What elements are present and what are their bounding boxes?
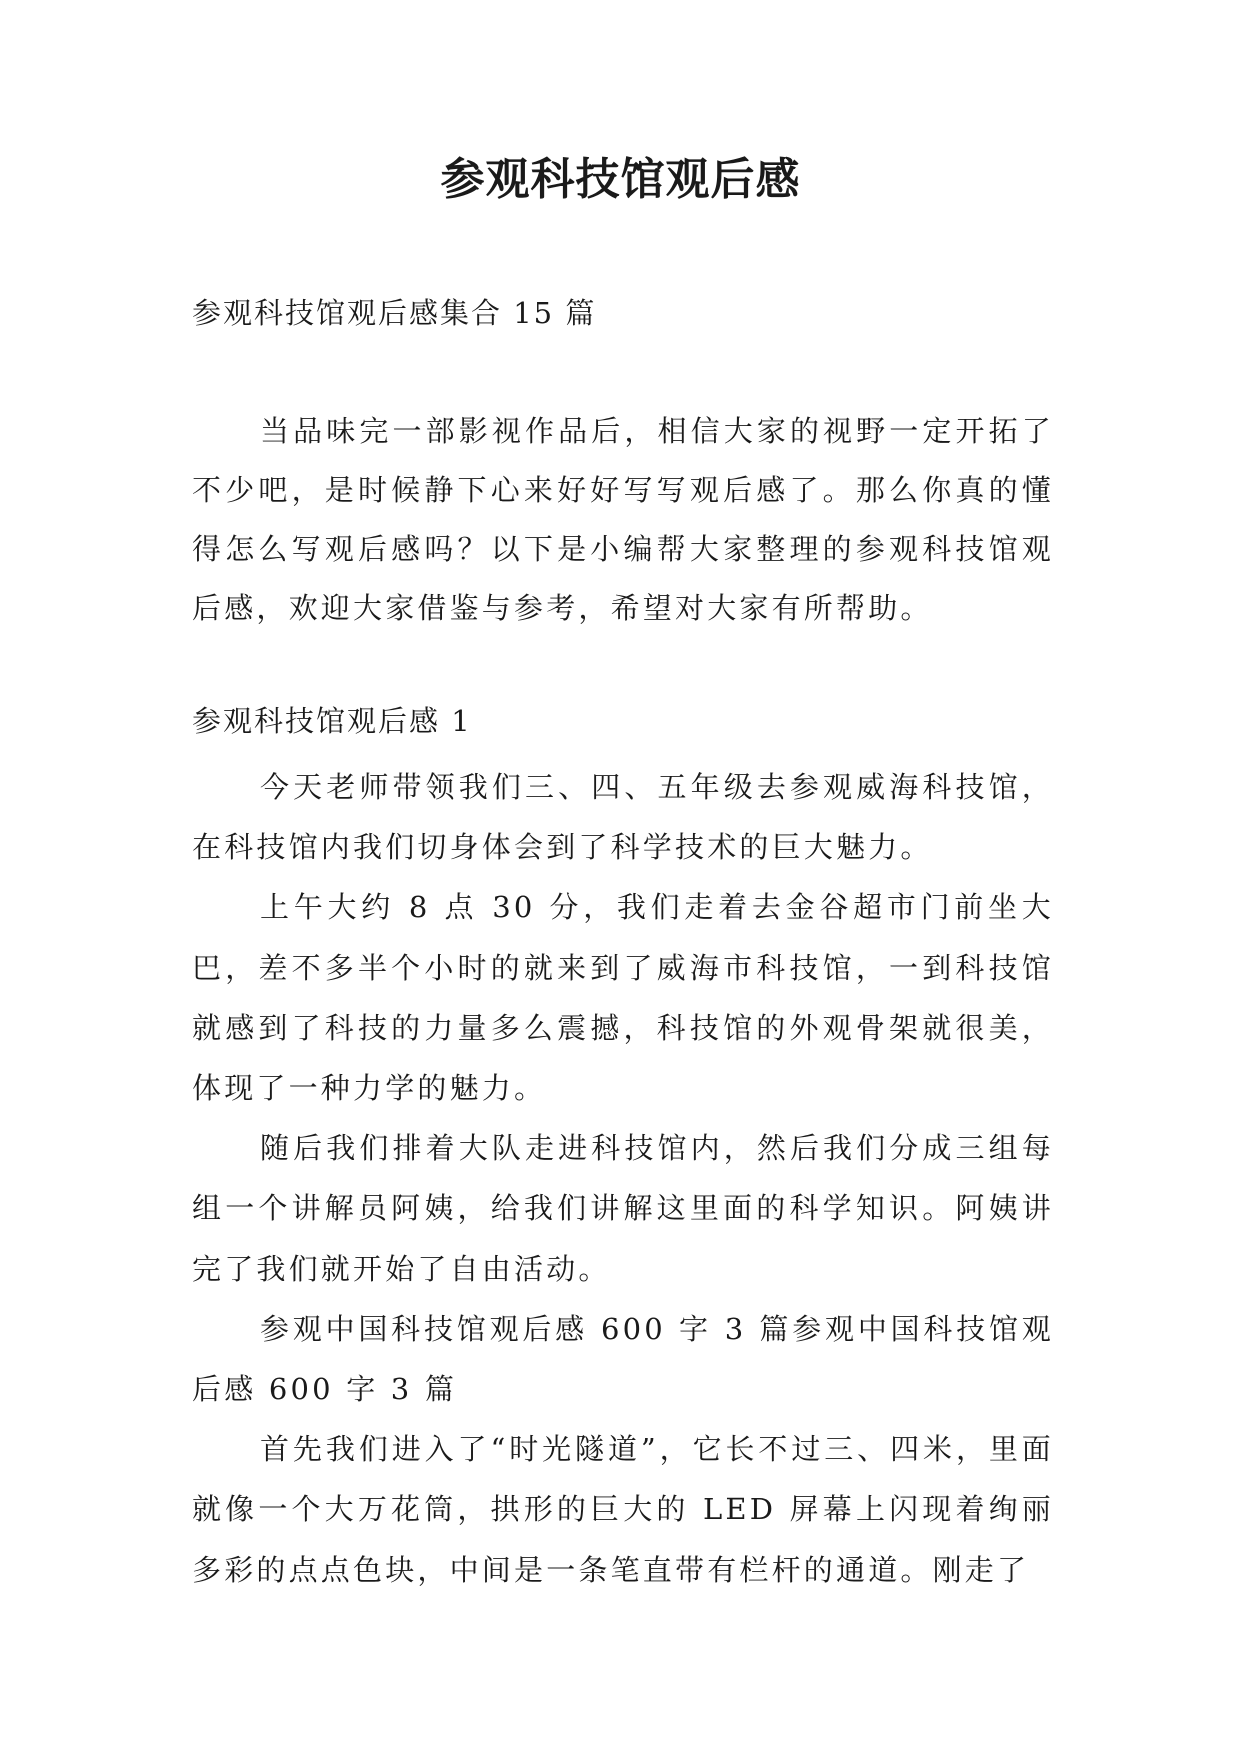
body-paragraph: 上午大约 8 点 30 分，我们走着去金谷超市门前坐大巴，差不多半个小时的就来到了威海市科技馆，一到科技馆就感到了科技的力量多么震撼，科技馆的外观骨架就很美，体现了一种力学的魅力。 bbox=[192, 890, 1054, 1106]
section-heading: 参观科技馆观后感 1 bbox=[192, 704, 472, 738]
section-body bbox=[192, 757, 1054, 1600]
body-paragraph: 参观中国科技馆观后感 600 字 3 篇参观中国科技馆观后感 600 字 3 篇 bbox=[192, 1311, 1054, 1407]
body-paragraph: 随后我们排着大队走进科技馆内，然后我们分成三组每组一个讲解员阿姨，给我们讲解这里面的科学知识。阿姨讲完了我们就开始了自由活动。 bbox=[192, 1131, 1054, 1286]
document-title: 参观科技馆观后感 bbox=[440, 154, 801, 205]
body-paragraph: 今天老师带领我们三、四、五年级去参观威海科技馆，在科技馆内我们切身体会到了科学技术的巨大魅力。 bbox=[192, 770, 1054, 865]
document-subtitle: 参观科技馆观后感集合 15 篇 bbox=[192, 296, 597, 330]
intro-paragraph: 当品味完一部影视作品后，相信大家的视野一定开拓了不少吧，是时候静下心来好好写写观后感了。那么你真的懂得怎么写观后感吗？以下是小编帮大家整理的参观科技馆观后感，欢迎大家借鉴与参考，希望对大家有所帮助。 bbox=[192, 414, 1054, 625]
body-paragraph: 首先我们进入了“时光隧道”，它长不过三、四米，里面就像一个大万花筒，拱形的巨大的 LED 屏幕上闪现着绚丽多彩的点点色块，中间是一条笔直带有栏杆的通道。刚走了 bbox=[192, 1432, 1054, 1587]
